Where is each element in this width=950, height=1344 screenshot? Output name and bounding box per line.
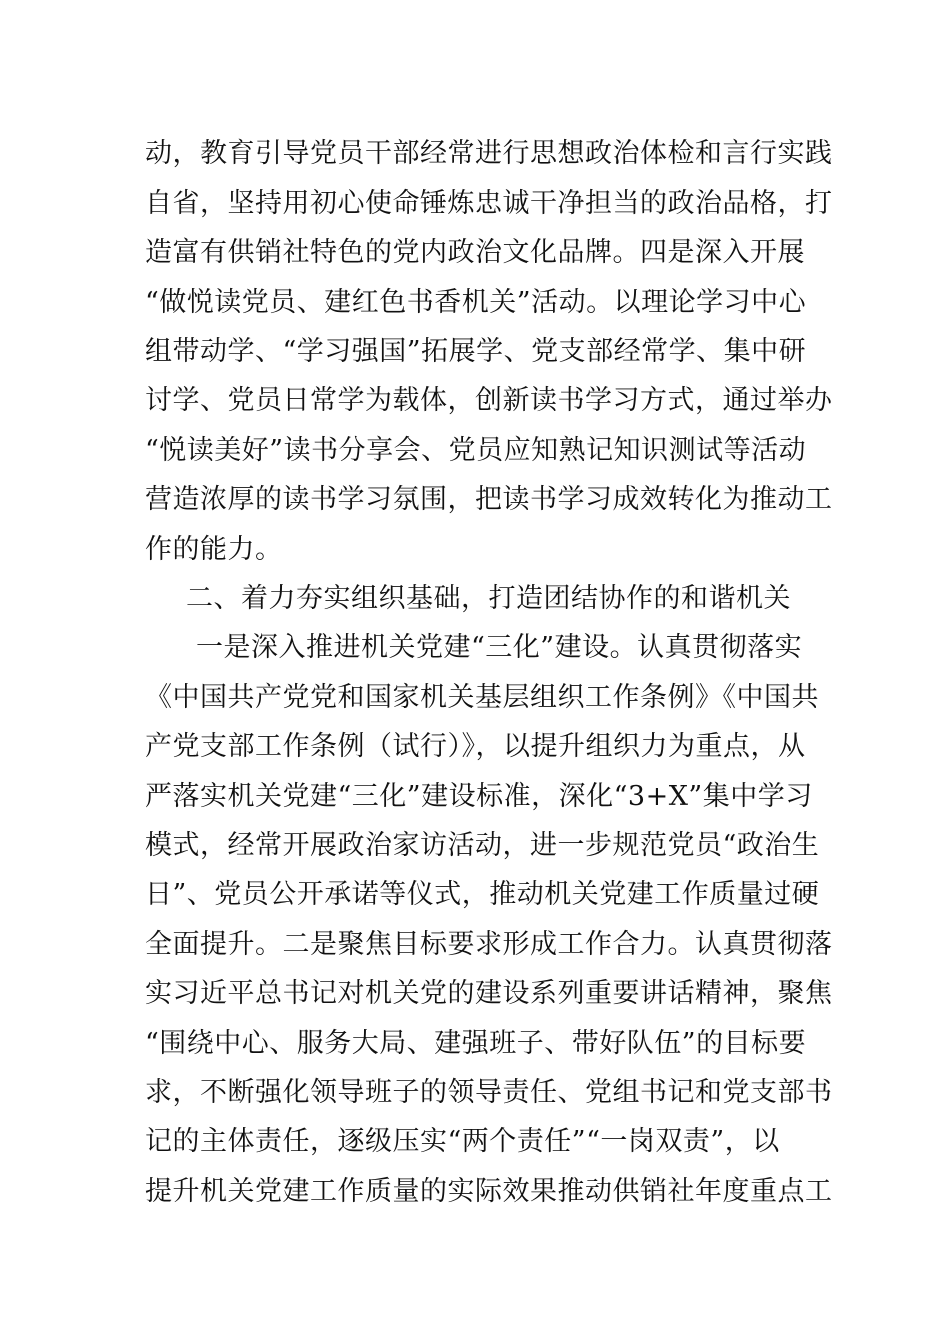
- paragraph-line-2: 自省，坚持用初心使命锤炼忠诚干净担当的政治品格，打: [145, 188, 833, 219]
- paragraph-line-12: 产党支部工作条例（试行）》，以提升组织力为重点，从: [145, 731, 806, 762]
- paragraph-line-21: 提升机关党建工作质量的实际效果推动供销社年度重点工: [145, 1176, 833, 1207]
- section-heading: 二、着力夯实组织基础，打造团结协作的和谐机关: [186, 583, 791, 614]
- paragraph-line-9: 作的能力。: [145, 534, 283, 565]
- paragraph-line-18: “围绕中心、服务大局、建强班子、带好队伍”的目标要: [145, 1028, 807, 1059]
- paragraph-line-16: 全面提升。二是聚焦目标要求形成工作合力。认真贯彻落: [145, 929, 833, 960]
- paragraph-line-14: 模式，经常开展政治家访活动，进一步规范党员“政治生: [145, 830, 820, 861]
- paragraph-line-19: 求，不断强化领导班子的领导责任、党组书记和党支部书: [145, 1077, 833, 1108]
- paragraph-line-11: 《中国共产党党和国家机关基层组织工作条例》《中国共: [145, 682, 819, 713]
- paragraph-line-5: 组带动学、“学习强国”拓展学、党支部经常学、集中研: [145, 336, 807, 367]
- paragraph-line-7: “悦读美好”读书分享会、党员应知熟记知识测试等活动: [145, 435, 807, 466]
- paragraph-line-20: 记的主体责任，逐级压实“两个责任”“一岗双责”，以: [145, 1126, 780, 1157]
- paragraph-line-6: 讨学、党员日常学为载体，创新读书学习方式，通过举办: [145, 385, 833, 416]
- paragraph-line-3: 造富有供销社特色的党内政治文化品牌。四是深入开展: [145, 237, 805, 268]
- paragraph-line-1: 动，教育引导党员干部经常进行思想政治体检和言行实践: [145, 138, 833, 169]
- paragraph-line-15: 日”、党员公开承诺等仪式，推动机关党建工作质量过硬: [145, 879, 820, 910]
- paragraph-line-4: “做悦读党员、建红色书香机关”活动。以理论学习中心: [145, 287, 807, 318]
- paragraph-line-13: 严落实机关党建“三化”建设标准，深化“3+X”集中学习: [145, 781, 813, 812]
- paragraph-line-17: 实习近平总书记对机关党的建设系列重要讲话精神，聚焦: [145, 978, 833, 1009]
- paragraph-line-8: 营造浓厚的读书学习氛围，把读书学习成效转化为推动工: [145, 484, 833, 515]
- paragraph-line-10: 一是深入推进机关党建“三化”建设。认真贯彻落实: [196, 632, 803, 663]
